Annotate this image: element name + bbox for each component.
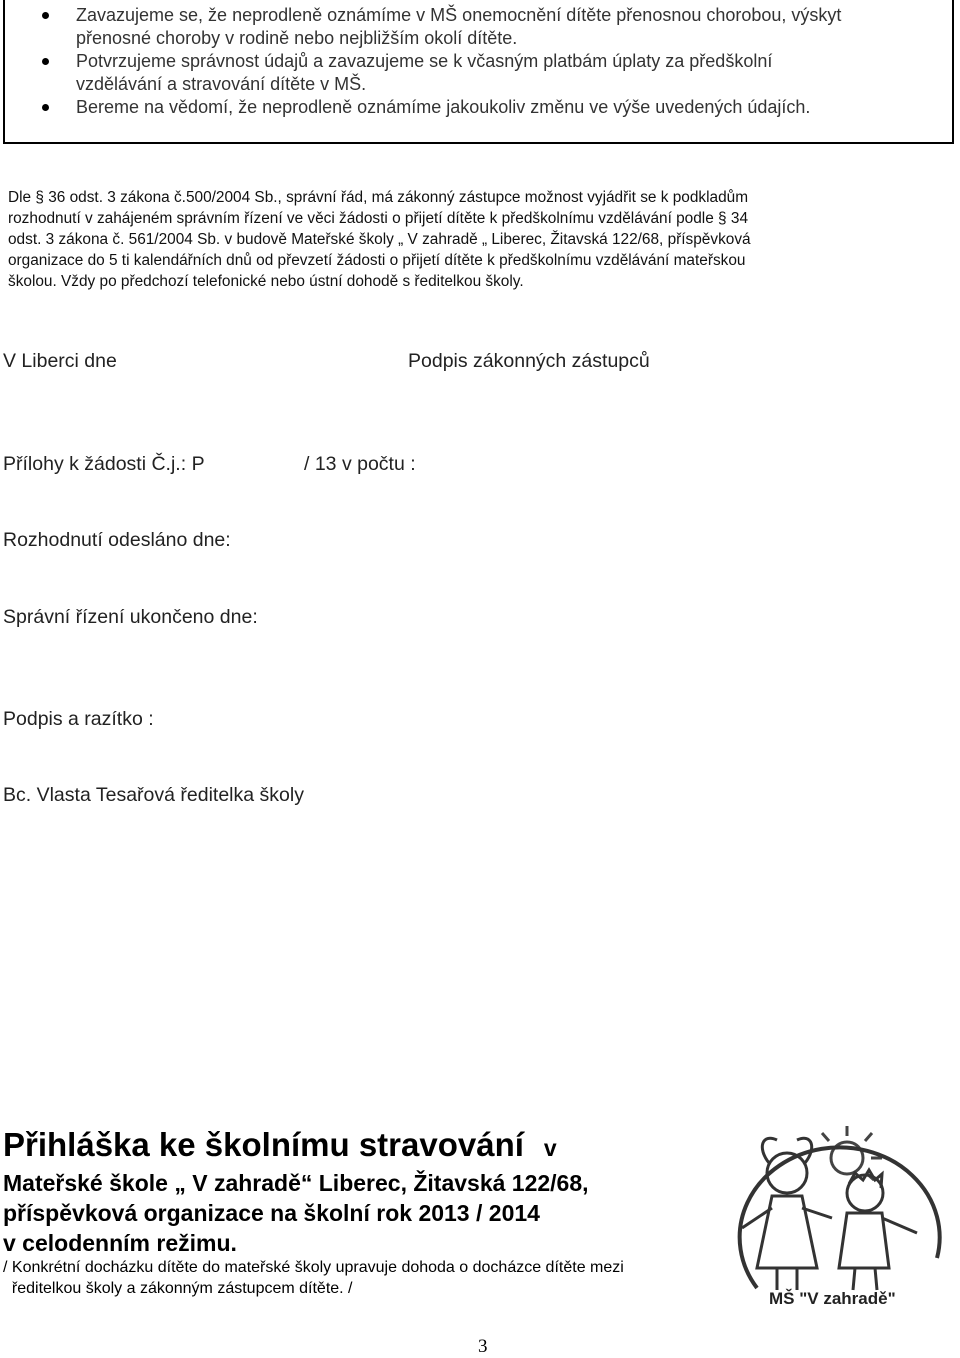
decision-sent-label: Rozhodnutí odesláno dne: (3, 529, 231, 551)
bullet-icon (42, 58, 49, 65)
place-date-label: V Liberci dne (3, 350, 117, 372)
application-title: Přihláška ke školnímu stravování v (3, 1126, 557, 1163)
attachments-label: Přílohy k žádosti Č.j.: P (3, 453, 205, 475)
list-item: Bereme na vědomí, že neprodleně oznámíme jakoukoliv změnu ve výše uvedených údajích. (42, 96, 947, 119)
list-item: Potvrzujeme správnost údajů a zavazujeme se k včasným platbám úplaty za předškolní vzdělávání a stravování dítěte v MŠ. (42, 50, 947, 96)
application-note-2: ředitelkou školy a zákonným zástupcem dítěte. / (3, 1280, 353, 1297)
procedure-ended-label: Správní řízení ukončeno dne: (3, 606, 258, 628)
application-mode: v celodenním režimu. (3, 1230, 237, 1256)
school-logo-icon (717, 1118, 952, 1310)
obligations-list (42, 4, 947, 119)
page-number: 3 (478, 1336, 488, 1357)
attachments-count-label: / 13 v počtu : (304, 453, 416, 475)
director-name: Bc. Vlasta Tesařová ředitelka školy (3, 784, 304, 806)
parents-signature-label: Podpis zákonných zástupců (408, 350, 650, 372)
bullet-icon (42, 104, 49, 111)
list-item: Zavazujeme se, že neprodleně oznámíme v MŠ onemocnění dítěte přenosnou chorobou, výskyt přenosné choroby v rodině nebo nejbližším okolí dítěte. (42, 4, 947, 50)
application-school: Mateřské škole „ V zahradě“ Liberec, Žitavská 122/68, (3, 1170, 589, 1196)
logo-text: MŠ "V zahradě" (769, 1289, 896, 1308)
application-year: příspěvková organizace na školní rok 2013 / 2014 (3, 1200, 540, 1226)
signature-stamp-label: Podpis a razítko : (3, 708, 154, 730)
legal-paragraph: Dle § 36 odst. 3 zákona č.500/2004 Sb., správní řád, má zákonný zástupce možnost vyjádřit se k podkladům rozhodnutí v zahájeném správním řízení ve věci žádosti o přijetí dítěte k předškolnímu vzdělávání podle § 34 odst. 3 zákona č. 561/2004 Sb. v budově Mateřské školy „ V zahradě „ Liberec, Žitavská 122/68, příspěvková organizace do 5 ti kalendářních dnů od převzetí žádosti o přijetí dítěte k předškolnímu vzdělávání mateřskou školou. Vždy po předchozí telefonické nebo ústní dohodě s ředitelkou školy. (8, 189, 751, 290)
bullet-icon (42, 12, 49, 19)
application-note-1: / Konkrétní docházku dítěte do mateřské školy upravuje dohoda o docházce dítěte mezi (3, 1259, 624, 1276)
